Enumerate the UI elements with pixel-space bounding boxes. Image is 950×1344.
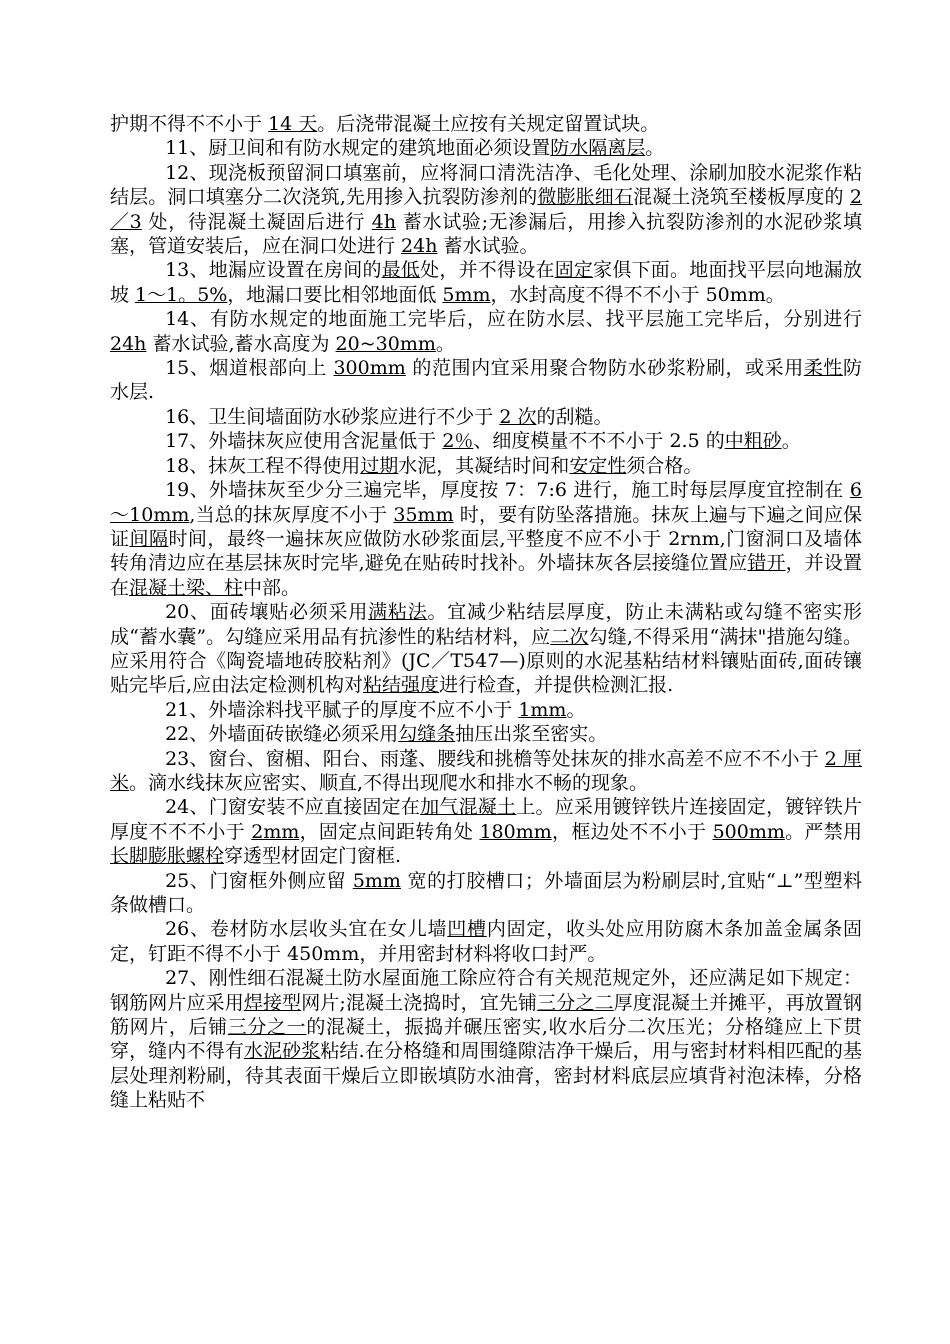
paragraph: [110, 747, 862, 796]
underlined-term: 过期: [360, 454, 399, 477]
text-run: 15、烟道根部向上: [165, 357, 334, 380]
text-run: 穿透型材固定门窗框.: [224, 845, 402, 868]
underlined-term: 2 厘米: [110, 747, 862, 794]
text-run: 18、抹灰工程不得使用: [165, 454, 361, 477]
text-run: 护期不得不不小于: [110, 113, 269, 135]
text-run: 17、外墙抹灰应使用含泥量低于: [165, 430, 443, 453]
underlined-term: 加气混凝土: [420, 796, 517, 819]
paragraph: [110, 136, 862, 160]
underlined-term: 水泥砂浆: [243, 1040, 321, 1063]
underlined-term: 混凝土梁、柱: [129, 576, 244, 599]
text-run: ，水封高度不得不不小于 50mm。: [490, 283, 785, 306]
underlined-term: 三分之二: [537, 991, 614, 1014]
underlined-term: 防水隔离层: [550, 137, 646, 160]
text-run: 上。应采用镀锌铁片连接固定，镀锌铁片厚度不不不小于: [110, 796, 862, 843]
text-run: 的刮糙。: [536, 405, 613, 428]
text-run: 12、现浇板预留洞口填塞前，应将洞口清洗洁净、毛化处理、涂刷加胶水泥浆作粘结层。洞口填塞分二次浇筑,先用掺入抗裂防渗剂的: [110, 161, 862, 209]
underlined-term: 2 次: [499, 405, 537, 428]
underlined-term: 24h: [401, 235, 438, 258]
text-run: 的混凝土，振捣并碾压密实,收水后分二次压光；分格缝应上下贯穿，缝内不得有: [110, 1016, 862, 1063]
paragraph: [110, 869, 862, 918]
underlined-term: 间隔: [129, 527, 169, 550]
text-run: 厚度混凝土并摊平，再放置钢筋网片，后铺: [110, 991, 862, 1039]
paragraph: [110, 429, 862, 453]
text-run: 13、地漏应设置在房间的: [165, 259, 382, 282]
underlined-term: 35mm: [393, 503, 454, 526]
underlined-term: 1mm: [518, 698, 567, 721]
underlined-term: 长脚膨胀螺栓: [110, 845, 225, 868]
paragraph: [110, 454, 862, 478]
underlined-term: 4h: [371, 210, 397, 233]
text-run: 14、有防水规定的地面施工完毕后，应在防水层、找平层施工完毕后，分别进行: [165, 308, 862, 331]
paragraph: [110, 307, 862, 356]
text-run: ，并设置在: [110, 552, 862, 599]
paragraph: [110, 478, 862, 600]
text-run: 26、卷材防水层收头宜在女儿墙: [165, 918, 448, 941]
underlined-term: 24h: [110, 332, 147, 355]
underlined-term: 180mm: [479, 820, 552, 843]
underlined-term: 粘结强度: [363, 674, 440, 697]
text-run: 19、外墙抹灰至少分三遍完毕，厚度按 7：7:6 进行，施工时每层厚度宜控制在: [165, 479, 850, 502]
paragraph: [110, 698, 862, 722]
text-run: 抽压出浆至密实。: [455, 723, 608, 746]
text-run: 11、厨卫间和有防水规定的建筑地面必须设置: [165, 137, 551, 160]
text-run: 。滴水线抹灰应密实、顺直,不得出现爬水和排水不畅的现象。: [129, 771, 649, 794]
text-run: ,当总的抹灰厚度不小于: [189, 503, 394, 526]
text-run: 24、门窗安装不应直接固定在: [165, 796, 421, 819]
text-run: 。: [435, 332, 455, 355]
text-run: 宽的打胶槽口；外墙面层为粉刷层时,宜贴“⊥”型塑料条做槽口。: [110, 869, 862, 916]
paragraph: [110, 112, 862, 136]
text-run: ，框边处不不小于: [551, 820, 713, 843]
underlined-term: 凹槽: [447, 918, 487, 941]
text-run: ，固定点间距转角处: [299, 820, 480, 843]
text-run: 须合格。: [626, 454, 703, 477]
underlined-term: 二次: [550, 625, 589, 648]
text-run: 。严禁用: [784, 820, 862, 843]
text-run: 勾缝,不得采用“满抹"措施勾缝。应采用符合《陶瓷墙地砖胶粘剂》(JC／T547—)原则的水泥基粘结材料镶贴面砖,面砖镶贴完毕后,应由法定检测机构对: [110, 625, 862, 697]
text-run: 27、刚性细石混凝土防水屋面施工除应符合有关规范规定外，还应满足如下规定：钢筋网片应采用: [110, 967, 862, 1014]
paragraph: [110, 600, 862, 698]
text-run: 、细度模量不不不小于 2.5 的: [473, 430, 725, 453]
underlined-term: 焊接型: [243, 991, 302, 1014]
text-run: 23、窗台、窗楣、阳台、雨蓬、腰线和挑檐等处抹灰的排水高差不应不不小于: [165, 747, 825, 770]
underlined-term: 1～1。5%: [135, 283, 228, 306]
text-run: ，地漏口要比相邻地面低: [227, 283, 443, 306]
paragraph: [110, 917, 862, 966]
underlined-term: 6～10mm: [110, 479, 862, 526]
paragraph: [110, 405, 862, 429]
underlined-term: 300mm: [333, 357, 406, 380]
text-run: 时间，最终一遍抹灰应做防水砂浆面层,平整度不应不小于 2rnm,门窗洞口及墙体转角清边应在基层抹灰时完毕,避免在贴砖时找补。外墙抹灰各层接缝位置应: [110, 527, 862, 575]
underlined-term: 2mm: [251, 820, 300, 843]
text-run: 21、外墙涂料找平腻子的厚度不应不小于: [165, 698, 519, 721]
text-run: 蓄水试验。: [437, 235, 539, 258]
underlined-term: 5mm: [352, 869, 401, 892]
underlined-term: 20~30mm: [335, 332, 436, 355]
text-run: 处，并不得设在: [420, 259, 555, 282]
text-run: 内固定，收头处应用防腐木条加盖金属条固定，钉距不得不小于 450mm，并用密封材料将收口封严。: [110, 918, 862, 965]
underlined-term: 勾缝条: [398, 723, 456, 746]
underlined-term: 2／3: [110, 186, 862, 233]
underlined-term: 500mm: [712, 820, 785, 843]
text-run: 。: [781, 430, 801, 453]
paragraph: [110, 722, 862, 746]
underlined-term: 中粗砂: [724, 430, 782, 453]
text-run: 蓄水试验;无渗漏后，用掺入抗裂防渗剂的水泥砂浆填塞，管道安装后，应在洞口处进行: [110, 210, 862, 258]
paragraph: [110, 258, 862, 307]
text-run: 粘结.在分格缝和周围缝隙洁净干燥后，用与密封材料相匹配的基层处理剂粉刷，待其表面干燥后立即嵌填防水油膏，密封材料底层应填背衬泡沫棒，分格缝上粘贴不: [110, 1040, 862, 1112]
underlined-term: 安定性: [569, 454, 627, 477]
underlined-term: 柔性: [803, 357, 843, 380]
text-run: 22、外墙面砖嵌缝必须采用: [165, 723, 399, 746]
text-run: 的范围内宜采用聚合物防水砂浆粉刷，或采用: [405, 357, 804, 380]
underlined-term: 三分之一: [227, 1016, 307, 1039]
text-run: 网片;混凝土浇捣时，宜先铺: [301, 991, 538, 1014]
text-run: 蓄水试验,蓄水高度为: [146, 332, 336, 355]
paragraph: [110, 795, 862, 868]
text-run: 进行检查，并提供检测汇报.: [439, 674, 674, 697]
text-run: 25、门窗框外侧应留: [165, 869, 353, 892]
text-run: 20、面砖壤贴必须采用: [165, 601, 369, 624]
paragraph: [110, 966, 862, 1112]
text-run: 时，要有防坠落措施。抹灰上遍与下遍之间应保证: [110, 503, 862, 550]
text-run: 家俱下面。地面找平层向地漏放坡: [110, 259, 862, 306]
paragraph: [110, 161, 862, 259]
text-run: 混凝土浇筑至楼板厚度的: [633, 186, 850, 209]
text-run: 。后浇带混凝土应按有关规定留置试块。: [317, 113, 660, 135]
underlined-term: 满粘法: [368, 601, 428, 624]
text-run: 。: [645, 137, 665, 160]
underlined-term: 最低: [381, 259, 421, 282]
underlined-term: 错开: [747, 552, 786, 575]
text-run: 。宜减少粘结层厚度，防止未满粘或勾缝不密实形成“蓄水囊”。勾缝应采用品有抗渗性的粘结材料，应: [110, 601, 862, 648]
text-run: 水泥，其凝结时间和: [398, 454, 570, 477]
underlined-term: 固定: [554, 259, 594, 282]
text-run: 。: [566, 698, 586, 721]
text-run: 16、卫生间墙面防水砂浆应进行不少于: [165, 405, 500, 428]
underlined-term: 微膨胀细石: [537, 186, 634, 209]
underlined-term: 2％: [442, 430, 474, 453]
text-run: 处，待混凝土凝固后进行: [141, 210, 372, 233]
paragraph: [110, 356, 862, 405]
text-run: 防水层.: [110, 357, 863, 404]
document-body: [110, 112, 862, 1113]
underlined-term: 5mm: [442, 283, 491, 306]
underlined-term: 14 天: [268, 113, 318, 135]
text-run: 中部。: [243, 576, 301, 599]
